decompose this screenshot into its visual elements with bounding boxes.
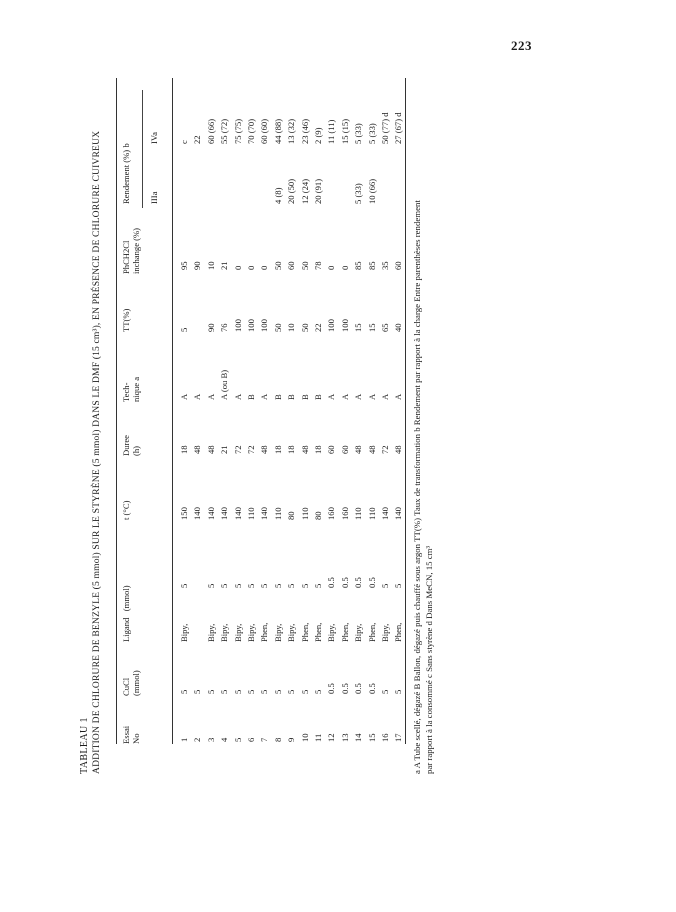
- table-caption: ADDITION DE CHLORURE DE BENZYLE (5 mmol) SUR LE STYRÈNE (5 mmol) DANS LE DMF (15 cm³), EN PRÉSENCE DE CHLORURE CUIVREUX: [91, 130, 102, 774]
- cell-phch: 60: [286, 261, 297, 270]
- cell-iv: 50 (77) d: [380, 112, 390, 144]
- cell-no: 10: [299, 733, 310, 742]
- cell-tech: A: [232, 393, 243, 400]
- cell-tt: 100: [232, 319, 243, 332]
- cell-phch: 78: [313, 261, 323, 270]
- cell-cucl: 0.5: [353, 683, 364, 694]
- table-row: [233, 78, 245, 782]
- cell-cucl: 5: [259, 689, 270, 694]
- cell-duree: 72: [232, 445, 243, 454]
- cell-no: 6: [246, 737, 256, 742]
- cell-duree: 48: [353, 445, 364, 454]
- rendement-subrule: [142, 90, 143, 208]
- header-tt: TT(%): [121, 308, 131, 332]
- cell-t: 110: [366, 507, 377, 520]
- header-duree: Duree (h): [121, 435, 142, 456]
- cell-iv: 23 (46): [299, 118, 310, 144]
- rotated-table-block: [75, 78, 435, 782]
- cell-tt: 22: [313, 323, 323, 332]
- table-label: TABLEAU 1: [79, 717, 90, 774]
- cell-tech: A: [326, 393, 337, 400]
- cell-ligand: Bipy,: [272, 623, 283, 642]
- cell-cucl: 5: [179, 689, 189, 694]
- cell-tt: 100: [326, 319, 337, 332]
- cell-phch: 21: [219, 261, 230, 270]
- cell-t: 110: [353, 507, 364, 520]
- table-top-rule: [116, 78, 117, 744]
- cell-t: 160: [326, 507, 337, 520]
- cell-lig-mmol: 5: [272, 583, 283, 588]
- cell-tech: A: [353, 393, 364, 400]
- cell-tt: 100: [246, 319, 256, 332]
- cell-duree: 18: [272, 445, 283, 454]
- cell-no: 7: [259, 737, 270, 742]
- table-row: [393, 78, 405, 782]
- cell-duree: 48: [299, 445, 310, 454]
- cell-lig-mmol: 0.5: [326, 577, 337, 588]
- cell-tt: 65: [380, 323, 390, 332]
- header-col-iv: IVa: [149, 132, 159, 144]
- cell-ligand: Bipy,: [246, 623, 256, 642]
- cell-tech: B: [272, 394, 283, 400]
- cell-iv: 60 (66): [205, 118, 216, 144]
- cell-no: 1: [179, 737, 189, 742]
- cell-duree: 18: [179, 445, 189, 454]
- cell-tech: A: [366, 393, 377, 400]
- cell-ligand: Bipy,: [326, 623, 337, 642]
- cell-iv: c: [179, 140, 189, 144]
- cell-cucl: 5: [393, 689, 404, 694]
- cell-no: 9: [286, 737, 297, 742]
- cell-phch: 0: [246, 265, 256, 270]
- table-row: [313, 78, 325, 782]
- cell-duree: 72: [380, 445, 390, 454]
- cell-ligand: Phen,: [339, 622, 350, 642]
- cell-lig-mmol: 5: [179, 583, 189, 588]
- cell-cucl: 5: [192, 689, 203, 694]
- cell-iii: 10 (66): [366, 178, 377, 204]
- cell-no: 3: [205, 737, 216, 742]
- cell-ligand: Phen,: [313, 622, 323, 642]
- cell-phch: 0: [339, 265, 350, 270]
- cell-lig-mmol: 5: [393, 583, 404, 588]
- cell-no: 8: [272, 737, 283, 742]
- cell-tech: A: [339, 393, 350, 400]
- header-col-iii: IIIa: [149, 191, 159, 204]
- cell-tech: B: [313, 394, 323, 400]
- cell-duree: 48: [259, 445, 270, 454]
- table-row: [192, 78, 204, 782]
- cell-t: 110: [246, 507, 256, 520]
- cell-phch: 10: [205, 261, 216, 270]
- cell-tech: B: [246, 394, 256, 400]
- cell-iv: 2 (9): [313, 127, 323, 144]
- cell-phch: 90: [192, 261, 203, 270]
- table-row: [300, 78, 312, 782]
- cell-tt: 50: [272, 323, 283, 332]
- cell-duree: 48: [366, 445, 377, 454]
- header-technique: Tech- nique a: [121, 376, 142, 402]
- cell-iv: 44 (88): [272, 118, 283, 144]
- table-row: [219, 78, 231, 782]
- cell-ligand: Bipy,: [380, 623, 390, 642]
- header-ligand: Ligand (mmol): [121, 585, 131, 642]
- footnote-line-1: a A Tube scellé, dégazé B Ballon, dégazé puis chauffé sous argon TT(%) Taux de transformation b Rendement par rapport à la charge Entre parenthèses rendement: [412, 200, 422, 774]
- cell-duree: 72: [246, 445, 256, 454]
- cell-lig-mmol: 5: [232, 583, 243, 588]
- cell-duree: 48: [192, 445, 203, 454]
- cell-duree: 18: [286, 445, 297, 454]
- header-temperature: t (°C): [121, 500, 131, 520]
- cell-t: 80: [313, 511, 323, 520]
- cell-iv: 27 (67) d: [393, 112, 404, 144]
- cell-t: 140: [219, 507, 230, 520]
- table-row: [380, 78, 392, 782]
- cell-cucl: 5: [313, 689, 323, 694]
- cell-phch: 0: [326, 265, 337, 270]
- cell-cucl: 0.5: [339, 683, 350, 694]
- header-essai: Essai No: [121, 725, 142, 744]
- table-row: [206, 78, 218, 782]
- cell-ligand: Phen,: [259, 622, 270, 642]
- table-row: [367, 78, 379, 782]
- cell-cucl: 0.5: [326, 683, 337, 694]
- cell-no: 4: [219, 737, 230, 742]
- cell-duree: 48: [393, 445, 404, 454]
- cell-duree: 18: [313, 445, 323, 454]
- table-bottom-rule: [405, 78, 406, 744]
- cell-tt: 10: [286, 323, 297, 332]
- table-row: [179, 78, 191, 782]
- table-row: [340, 78, 352, 782]
- cell-phch: 0: [232, 265, 243, 270]
- cell-lig-mmol: 5: [205, 583, 216, 588]
- cell-ligand: Bipy,: [353, 623, 364, 642]
- cell-iv: 13 (32): [286, 118, 297, 144]
- cell-t: 80: [286, 511, 297, 520]
- cell-tech: A: [380, 393, 390, 400]
- cell-iii: 5 (33): [353, 183, 364, 204]
- cell-lig-mmol: 5: [313, 583, 323, 588]
- cell-duree: 21: [219, 445, 230, 454]
- cell-phch: 95: [179, 261, 189, 270]
- cell-phch: 85: [366, 261, 377, 270]
- cell-tech: A (ou B): [219, 369, 230, 400]
- header-bottom-rule: [172, 78, 173, 744]
- cell-phch: 85: [353, 261, 364, 270]
- cell-cucl: 5: [205, 689, 216, 694]
- cell-no: 15: [366, 733, 377, 742]
- cell-lig-mmol: 5: [286, 583, 297, 588]
- cell-ligand: Bipy,: [179, 623, 189, 642]
- cell-t: 150: [179, 507, 189, 520]
- cell-tt: 5: [179, 327, 189, 332]
- cell-t: 140: [232, 507, 243, 520]
- cell-no: 14: [353, 733, 364, 742]
- cell-iii: 20 (50): [286, 178, 297, 204]
- cell-cucl: 5: [286, 689, 297, 694]
- cell-cucl: 5: [232, 689, 243, 694]
- cell-iii: 20 (91): [313, 178, 323, 204]
- cell-t: 110: [299, 507, 310, 520]
- cell-tech: A: [259, 393, 270, 400]
- cell-lig-mmol: 5: [299, 583, 310, 588]
- cell-lig-mmol: 0.5: [339, 577, 350, 588]
- cell-iv: 5 (33): [366, 123, 377, 144]
- table-row: [246, 78, 258, 782]
- cell-lig-mmol: 0.5: [353, 577, 364, 588]
- cell-ligand: Bipy,: [219, 623, 230, 642]
- cell-no: 5: [232, 737, 243, 742]
- cell-tt: 50: [299, 323, 310, 332]
- header-rendement: Rendement (%) b: [121, 143, 131, 204]
- cell-tt: 40: [393, 323, 404, 332]
- table-row: [326, 78, 338, 782]
- cell-iv: 5 (33): [353, 123, 364, 144]
- cell-tt: 100: [259, 319, 270, 332]
- cell-tech: B: [299, 394, 310, 400]
- cell-t: 140: [393, 507, 404, 520]
- cell-duree: 48: [205, 445, 216, 454]
- cell-ligand: Bipy,: [205, 623, 216, 642]
- cell-phch: 35: [380, 261, 390, 270]
- cell-t: 140: [259, 507, 270, 520]
- header-cucl: CuCl (mmol): [121, 670, 142, 696]
- cell-no: 17: [393, 733, 404, 742]
- cell-t: 140: [205, 507, 216, 520]
- cell-duree: 60: [339, 445, 350, 454]
- cell-phch: 50: [272, 261, 283, 270]
- cell-ligand: Bipy,: [286, 623, 297, 642]
- cell-phch: 0: [259, 265, 270, 270]
- cell-tt: 90: [205, 323, 216, 332]
- cell-ligand: Bipy,: [232, 623, 243, 642]
- cell-no: 16: [380, 733, 390, 742]
- cell-cucl: 5: [272, 689, 283, 694]
- cell-cucl: 5: [246, 689, 256, 694]
- cell-t: 140: [380, 507, 390, 520]
- cell-iv: 22: [192, 135, 203, 144]
- cell-tech: A: [179, 393, 189, 400]
- cell-cucl: 5: [299, 689, 310, 694]
- cell-tech: A: [393, 393, 404, 400]
- cell-no: 2: [192, 737, 203, 742]
- cell-t: 110: [272, 507, 283, 520]
- cell-tech: B: [286, 394, 297, 400]
- cell-tt: 100: [339, 319, 350, 332]
- cell-tt: 15: [366, 323, 377, 332]
- cell-no: 12: [326, 733, 337, 742]
- cell-iii: 12 (24): [299, 178, 310, 204]
- cell-tech: A: [205, 393, 216, 400]
- table-row: [273, 78, 285, 782]
- table-row: [353, 78, 365, 782]
- table-footnotes: [411, 200, 436, 774]
- table-row: [259, 78, 271, 782]
- footnote-line-2: par rapport à la consommé c Sans styrène d Dans MeCN, 15 cm³: [424, 545, 435, 774]
- cell-lig-mmol: 0.5: [366, 577, 377, 588]
- header-phch2cl: PhCH2Cl inchange (%): [121, 227, 142, 274]
- cell-no: 11: [313, 733, 323, 742]
- cell-tt: 15: [353, 323, 364, 332]
- cell-phch: 60: [393, 261, 404, 270]
- cell-iv: 60 (60): [259, 118, 270, 144]
- cell-no: 13: [339, 733, 350, 742]
- cell-ligand: Phen,: [393, 622, 404, 642]
- cell-iv: 75 (75): [232, 118, 243, 144]
- cell-lig-mmol: 5: [380, 583, 390, 588]
- cell-lig-mmol: 5: [259, 583, 270, 588]
- cell-lig-mmol: 5: [219, 583, 230, 588]
- cell-cucl: 5: [380, 689, 390, 694]
- cell-iii: 4 (8): [272, 187, 283, 204]
- cell-iv: 70 (70): [246, 118, 256, 144]
- cell-duree: 60: [326, 445, 337, 454]
- cell-cucl: 5: [219, 689, 230, 694]
- cell-ligand: Phen,: [299, 622, 310, 642]
- cell-ligand: Phen,: [366, 622, 377, 642]
- cell-lig-mmol: 5: [246, 583, 256, 588]
- cell-iv: 55 (72): [219, 118, 230, 144]
- cell-iv: 15 (15): [339, 118, 350, 144]
- cell-tech: A: [192, 393, 203, 400]
- cell-iv: 11 (11): [326, 119, 337, 144]
- cell-t: 160: [339, 507, 350, 520]
- cell-phch: 50: [299, 261, 310, 270]
- cell-tt: 76: [219, 323, 230, 332]
- cell-t: 140: [192, 507, 203, 520]
- cell-cucl: 0.5: [366, 683, 377, 694]
- page-number: 223: [511, 38, 532, 53]
- table-row: [286, 78, 298, 782]
